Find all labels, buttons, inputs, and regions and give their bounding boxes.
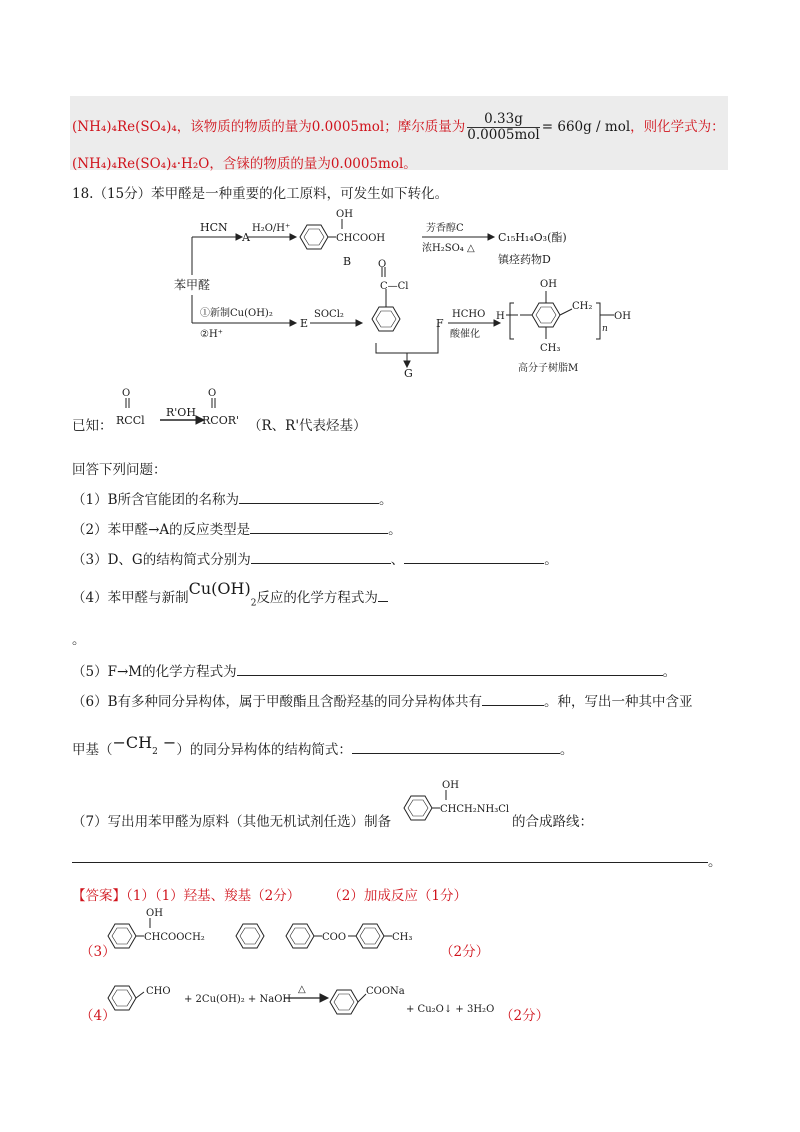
label-a: A bbox=[242, 231, 250, 244]
question-5-end: 。 bbox=[662, 664, 677, 680]
label-hcho: HCHO bbox=[452, 309, 486, 320]
question-header: 18.（15分）苯甲醛是一种重要的化工原料，可发生如下转化。 bbox=[72, 186, 449, 202]
question-1-blank[interactable] bbox=[239, 491, 379, 504]
question-6-line-2 bbox=[72, 733, 574, 761]
question-5-blank[interactable] bbox=[237, 663, 663, 676]
answer-4-heat: △ bbox=[298, 984, 306, 995]
question-2-text: （2）苯甲醛→A的反应类型是 bbox=[72, 522, 251, 538]
molar-mass-value: = 660g / mol bbox=[541, 119, 631, 135]
answer-line-1-suffix: ，则化学式为： bbox=[630, 119, 725, 135]
answer-below-prompt: 回答下列问题： bbox=[72, 462, 167, 478]
question-4-rest: 反应的化学方程式为 bbox=[256, 590, 378, 606]
answer-3-structures bbox=[100, 904, 440, 964]
known-reaction bbox=[112, 386, 252, 430]
label-h2so4: 浓H₂SO₄ △ bbox=[422, 243, 475, 254]
label-benzaldehyde: 苯甲醛 bbox=[174, 278, 211, 292]
answer-4-reagents: + 2Cu(OH)₂ + NaOH bbox=[184, 994, 292, 1005]
answer-4-coona: COONa bbox=[366, 986, 405, 997]
answer-line-1-prefix: (NH₄)₄Re(SO₄)₄，该物质的物质的量为0.0005mol；摩尔质量为 bbox=[72, 119, 466, 135]
fraction-denominator: 0.0005mol bbox=[467, 127, 540, 143]
label-h2o: H₂O/H⁺ bbox=[252, 223, 291, 234]
label-c-cl: C—Cl bbox=[380, 281, 409, 292]
label-ch2: CH₂ bbox=[572, 301, 593, 312]
question-2-end: 。 bbox=[388, 522, 402, 538]
question-6-mid: 。种，写出一种其中含亚 bbox=[544, 694, 693, 710]
label-c15: C₁₅H₁₄O₃(酯) bbox=[498, 231, 567, 244]
question-7-chain: CHCH₂NH₃Cl bbox=[440, 804, 510, 815]
question-6-line-2-b: ）的同分异构体的结构简式： bbox=[176, 742, 352, 758]
label-e: E bbox=[300, 317, 309, 330]
question-7-end: 的合成路线： bbox=[512, 814, 593, 830]
question-4 bbox=[72, 579, 388, 609]
question-6-ch2-sub: 2 bbox=[152, 746, 158, 757]
question-4-cuoh: Cu(OH) bbox=[188, 579, 251, 598]
question-3-mid: 、 bbox=[390, 552, 405, 568]
answer-4-equation bbox=[100, 972, 500, 1028]
answer-3-points: （2分） bbox=[440, 944, 490, 960]
question-7-structure bbox=[400, 778, 510, 828]
label-acid-catalyst: 酸催化 bbox=[450, 329, 480, 340]
question-3-text: （3）D、G的结构简式分别为 bbox=[72, 552, 251, 568]
label-n: n bbox=[602, 324, 608, 334]
answer-4-points: （2分） bbox=[500, 1008, 550, 1024]
question-6-ch2: −CH bbox=[112, 733, 153, 752]
answer-3-oh: OH bbox=[146, 908, 163, 919]
question-3-blank-d[interactable] bbox=[251, 551, 391, 564]
answer-4-number: （4） bbox=[80, 1008, 116, 1024]
question-7-oh: OH bbox=[442, 780, 459, 791]
question-6-blank-count[interactable] bbox=[482, 693, 544, 706]
question-4-end: 。 bbox=[72, 632, 86, 648]
arrowhead-acyl bbox=[356, 320, 362, 326]
known-label: 已知： bbox=[72, 418, 113, 434]
question-1-text: （1）B所含官能团的名称为 bbox=[72, 492, 240, 508]
question-3 bbox=[72, 548, 558, 568]
label-chcooh: CHCOOH bbox=[336, 233, 386, 244]
question-5 bbox=[72, 660, 676, 680]
answer-4-products: + Cu₂O↓ + 3H₂O bbox=[406, 1004, 495, 1015]
arrowhead-e bbox=[290, 320, 296, 326]
question-6-dash: − bbox=[157, 733, 177, 752]
question-4-sub: 2 bbox=[250, 598, 257, 609]
question-6-blank-structure[interactable] bbox=[352, 741, 560, 754]
question-4-blank[interactable] bbox=[378, 589, 388, 602]
answer-1: （1）（1）羟基、羧基（2分） bbox=[126, 888, 301, 904]
answer-3-g-chain: COO bbox=[322, 932, 347, 943]
answer-label: 【答案】 bbox=[72, 888, 126, 904]
benzene-ring-b-inner bbox=[304, 229, 324, 245]
question-4-text: （4）苯甲醛与新制 bbox=[72, 590, 189, 606]
label-g: G bbox=[404, 367, 413, 380]
known-o2: O bbox=[208, 388, 217, 399]
arrowhead-ester bbox=[488, 234, 494, 240]
answer-line-1 bbox=[72, 112, 725, 143]
known-rcor: RCOR' bbox=[202, 414, 240, 427]
question-7-answer-line[interactable] bbox=[72, 862, 708, 863]
label-h-end: H bbox=[496, 311, 505, 322]
question-6-end: 。 bbox=[559, 742, 574, 758]
label-o-acyl: O bbox=[378, 259, 387, 270]
label-oh-end: OH bbox=[614, 311, 631, 322]
question-2 bbox=[72, 518, 402, 538]
arrowhead-b bbox=[290, 234, 296, 240]
label-f: F bbox=[436, 317, 444, 330]
reaction-scheme bbox=[160, 205, 640, 380]
polymer-bracket-right bbox=[596, 303, 600, 339]
question-7-text: （7）写出用苯甲醛为原料（其他无机试剂任选）制备 bbox=[72, 814, 392, 830]
label-hcn: HCN bbox=[200, 221, 228, 234]
question-5-text: （5）F→M的化学方程式为 bbox=[72, 664, 237, 680]
question-3-blank-g[interactable] bbox=[404, 551, 544, 564]
label-b: B bbox=[343, 255, 352, 268]
known-note: （R、R'代表烃基） bbox=[248, 418, 367, 434]
question-2-blank[interactable] bbox=[250, 521, 388, 534]
answer-line-2: (NH₄)₄Re(SO₄)₄·H₂O，含铼的物质的量为0.0005mol。 bbox=[72, 156, 417, 172]
label-oh-m: OH bbox=[540, 279, 557, 290]
fraction-numerator: 0.33g bbox=[467, 112, 539, 128]
molar-mass-fraction bbox=[467, 112, 539, 143]
known-reagent: R'OH bbox=[166, 406, 196, 419]
known-o1: O bbox=[122, 388, 131, 399]
answer-3-chain: CHCOOCH₂ bbox=[144, 932, 205, 943]
label-cuoh: ①新制Cu(OH)₂ bbox=[200, 308, 273, 319]
label-hplus: ②H⁺ bbox=[200, 329, 223, 340]
known-rccl: RCCl bbox=[116, 414, 145, 427]
answer-3-number: （3） bbox=[80, 944, 116, 960]
polymer-bracket-left bbox=[510, 303, 514, 339]
question-3-end: 。 bbox=[544, 552, 558, 568]
question-1 bbox=[72, 488, 393, 508]
answer-2: （2）加成反应（1分） bbox=[328, 888, 467, 904]
answer-4-cho: CHO bbox=[146, 986, 171, 997]
label-resin-m: 高分子树脂M bbox=[518, 363, 579, 374]
question-6-text: （6）B有多种同分异构体，属于甲酸酯且含酚羟基的同分异构体共有 bbox=[72, 694, 483, 710]
question-1-end: 。 bbox=[379, 492, 393, 508]
label-ch3: CH₃ bbox=[540, 343, 561, 354]
label-drug-d: 镇痉药物D bbox=[498, 253, 551, 266]
g-bracket bbox=[376, 323, 438, 353]
question-7-line-end: 。 bbox=[708, 854, 722, 870]
question-6-line-2-a: 甲基（ bbox=[72, 742, 113, 758]
label-aromatic-alcohol: 芳香醇C bbox=[426, 223, 464, 234]
label-socl2: SOCl₂ bbox=[314, 309, 344, 320]
question-6-line-1 bbox=[72, 690, 693, 710]
answer-3-ch3: CH₃ bbox=[392, 932, 413, 943]
label-oh-b: OH bbox=[336, 209, 353, 220]
answer-row-1 bbox=[72, 884, 467, 904]
